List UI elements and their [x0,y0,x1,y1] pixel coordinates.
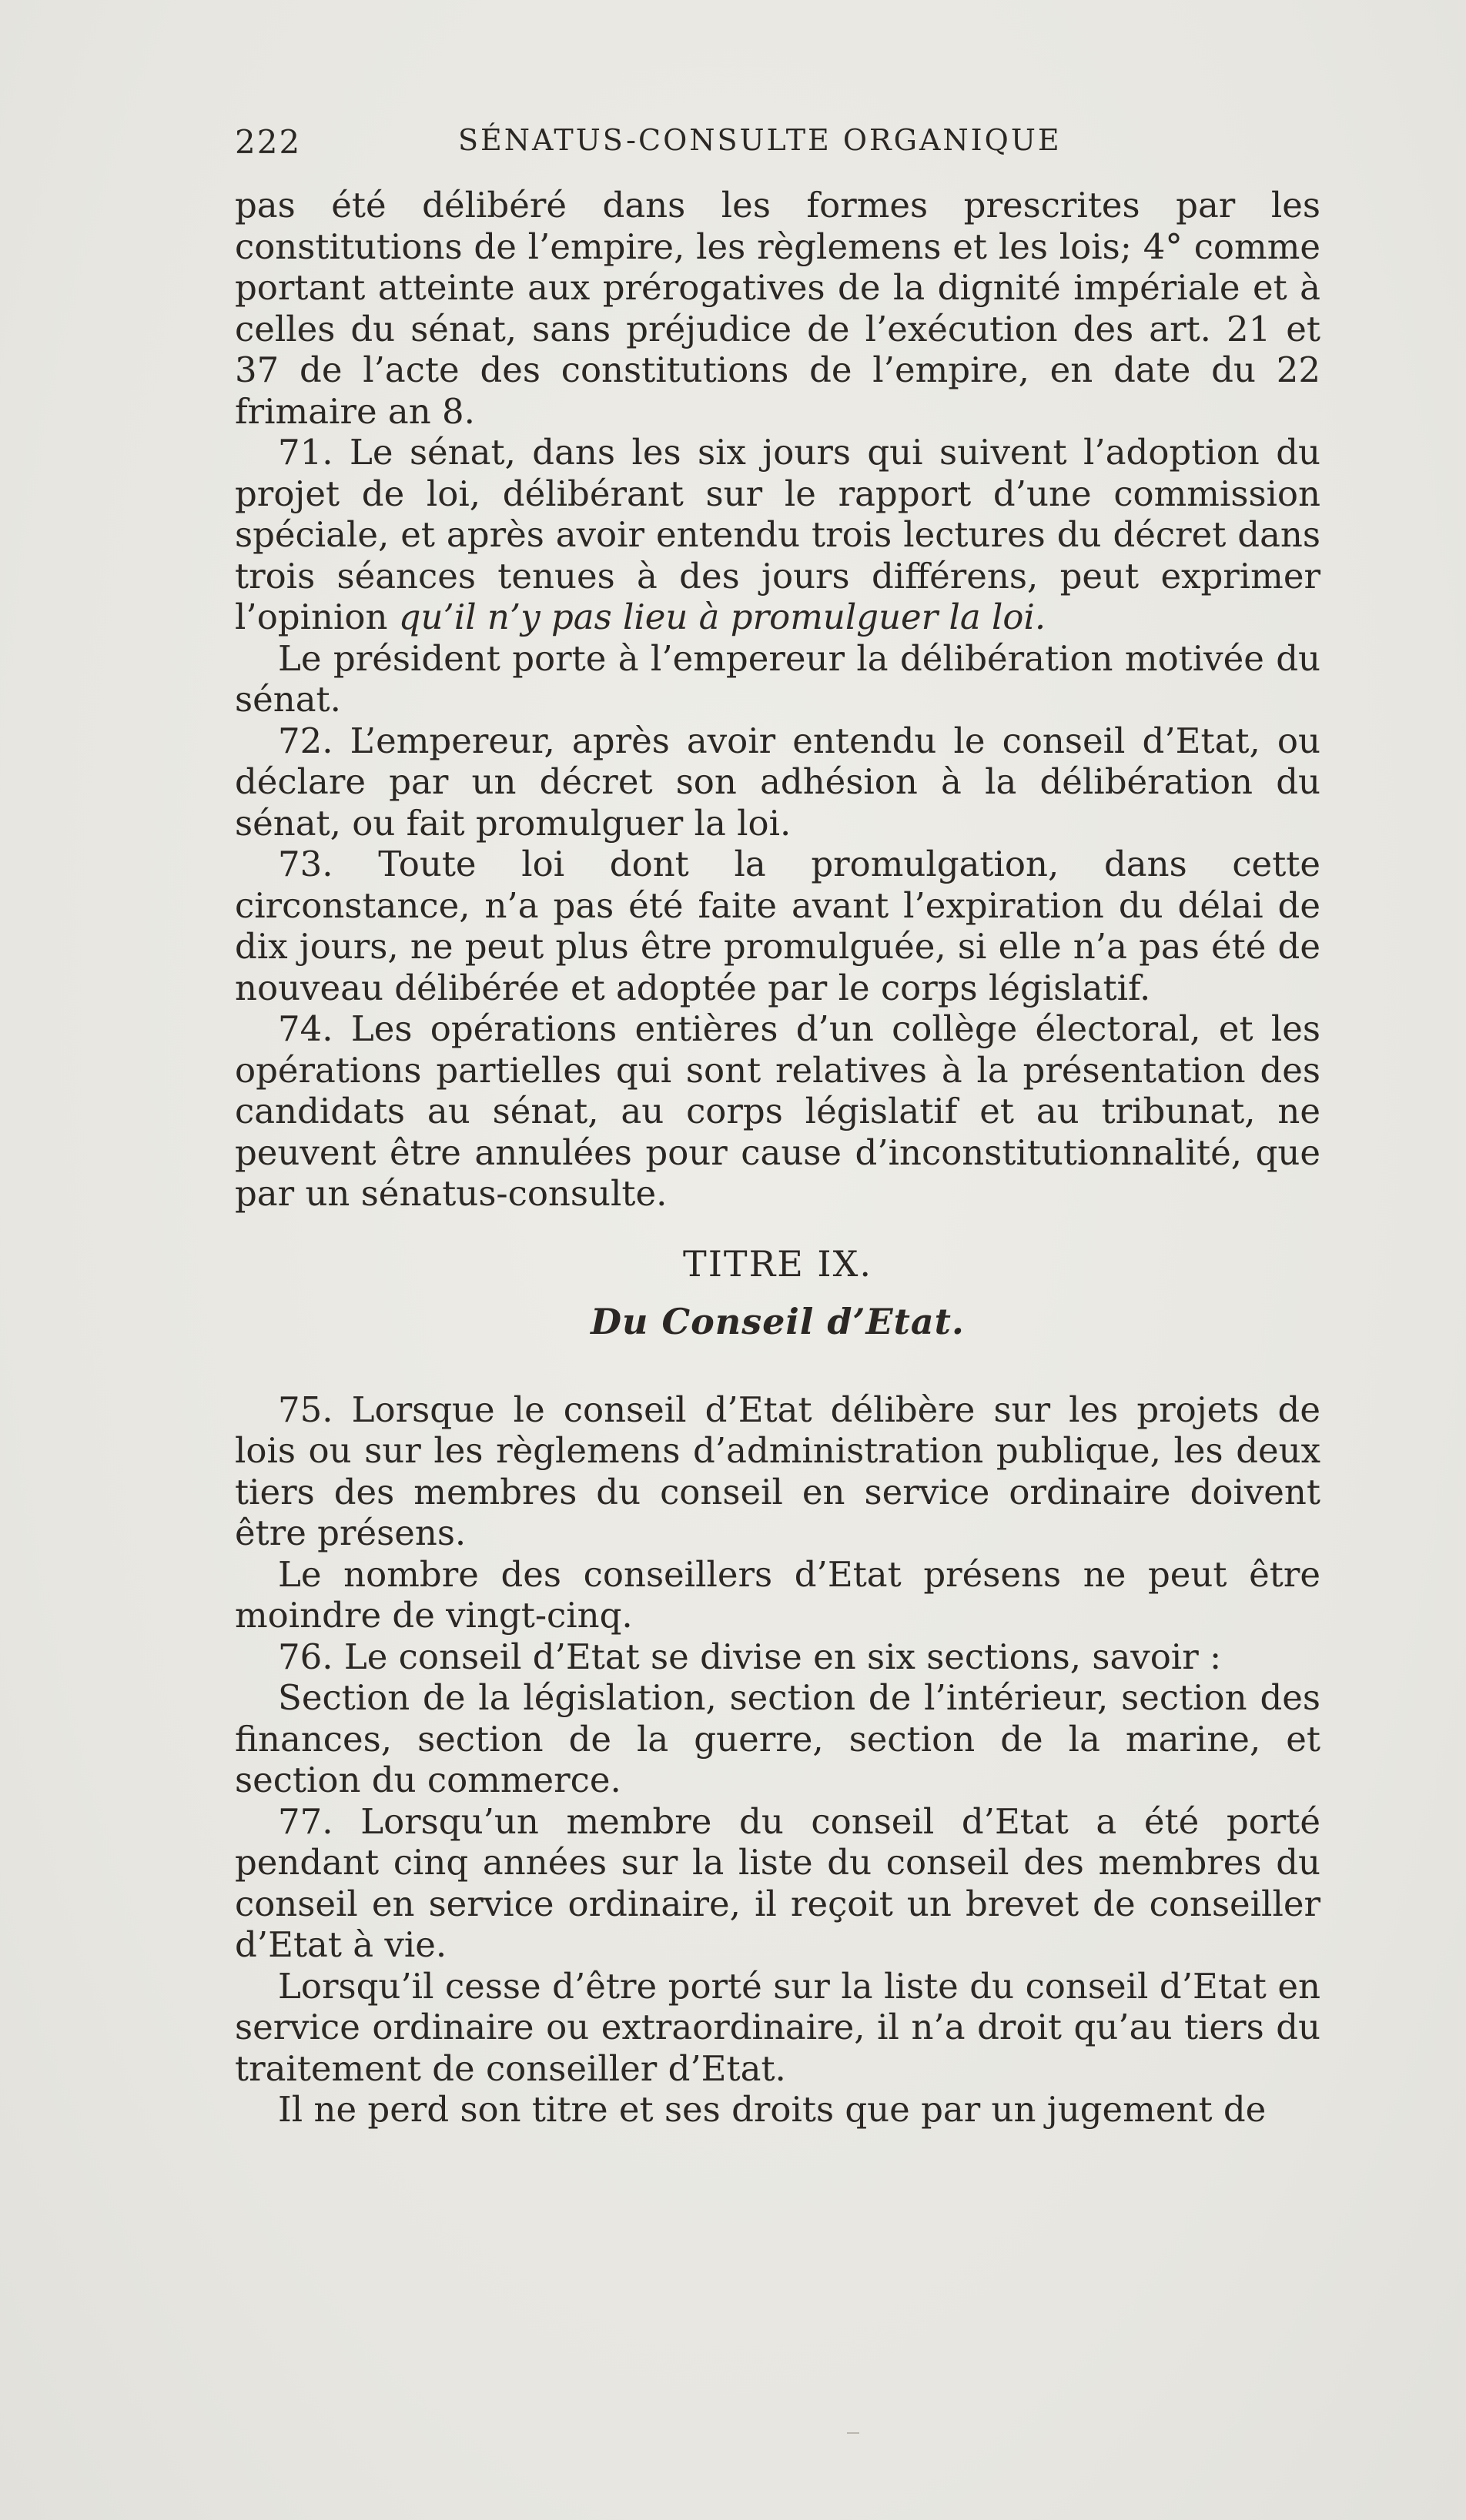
article-77: 77. Lorsqu’un membre du conseil d’Etat a été porté pendant cinq années sur la liste du conseil des membres du conseil en service ordinaire, il reçoit un brevet de conseiller d’Etat à vie. [235,1800,1320,1965]
article-71-italic: qu’il n’y pas lieu à promulguer la loi. [398,597,1046,637]
body-text [235,185,1320,2131]
section-subtitle: Du Conseil d’Etat. [591,1301,965,1342]
article-74: 74. Les opérations entières d’un collège électoral, et les opérations partielles qui sont relatives à la présentation des candidats au sénat, au corps législatif et au tribunat, ne peuvent être annulées pour cause d’inconstitutionnalité, que par un sénatus-consulte. [235,1008,1320,1214]
article-72: 72. L’empereur, après avoir entendu le conseil d’Etat, ou déclare par un décret son adhésion à la délibération du sénat, ou fait promulguer la loi. [235,720,1320,844]
paragraph-continuation: pas été délibéré dans les formes prescrites par les constitutions de l’empire, les règlemens et les lois; 4° comme portant atteinte aux prérogatives de la dignité impériale et à celles du sénat, sans préjudice de l’exécution des art. 21 et 37 de l’acte des constitutions de l’empire, en date du 22 frimaire an 8. [235,185,1320,432]
article-71-text: 71. Le sénat, dans les six jours qui suivent l’adoption du projet de loi, délibérant sur le rapport d’une commission spéciale, et après avoir entendu trois lectures du décret dans trois séances tenues à des jours différens, peut exprimer l’opinion [235,432,1320,637]
footer-mark [847,2432,859,2434]
article-73: 73. Toute loi dont la promulgation, dans cette circonstance, n’a pas été faite avant l’expiration du délai de dix jours, ne peut plus être promulguée, si elle n’a pas été de nouveau délibérée et adoptée par le corps législatif. [235,844,1320,1008]
page-number: 222 [235,123,302,161]
article-76: 76. Le conseil d’Etat se divise en six sections, savoir : [278,1636,1222,1677]
page-header [235,123,1344,169]
paragraph-title-rights: Il ne perd son titre et ses droits que par un jugement de [278,2089,1267,2130]
paragraph-quorum: Le nombre des conseillers d’Etat présens ne peut être moindre de vingt-cinq. [235,1553,1320,1636]
section-title: TITRE IX. [683,1242,872,1285]
article-71 [235,432,1320,638]
paragraph-sections: Section de la législation, section de l’intérieur, section des finances, section de la guerre, section de la marine, et section du commerce. [235,1677,1320,1800]
paragraph-president: Le président porte à l’empereur la délibération motivée du sénat. [235,637,1320,720]
article-75: 75. Lorsque le conseil d’Etat délibère sur les projets de lois ou sur les règlemens d’administration publique, les deux tiers des membres du conseil en service ordinaire doivent être présens. [235,1389,1320,1553]
running-head: SÉNATUS-CONSULTE ORGANIQUE [458,123,1062,157]
paragraph-cessation: Lorsqu’il cesse d’être porté sur la liste du conseil d’Etat en service ordinaire ou extraordinaire, il n’a droit qu’au tiers du traitement de conseiller d’Etat. [235,1965,1320,2089]
